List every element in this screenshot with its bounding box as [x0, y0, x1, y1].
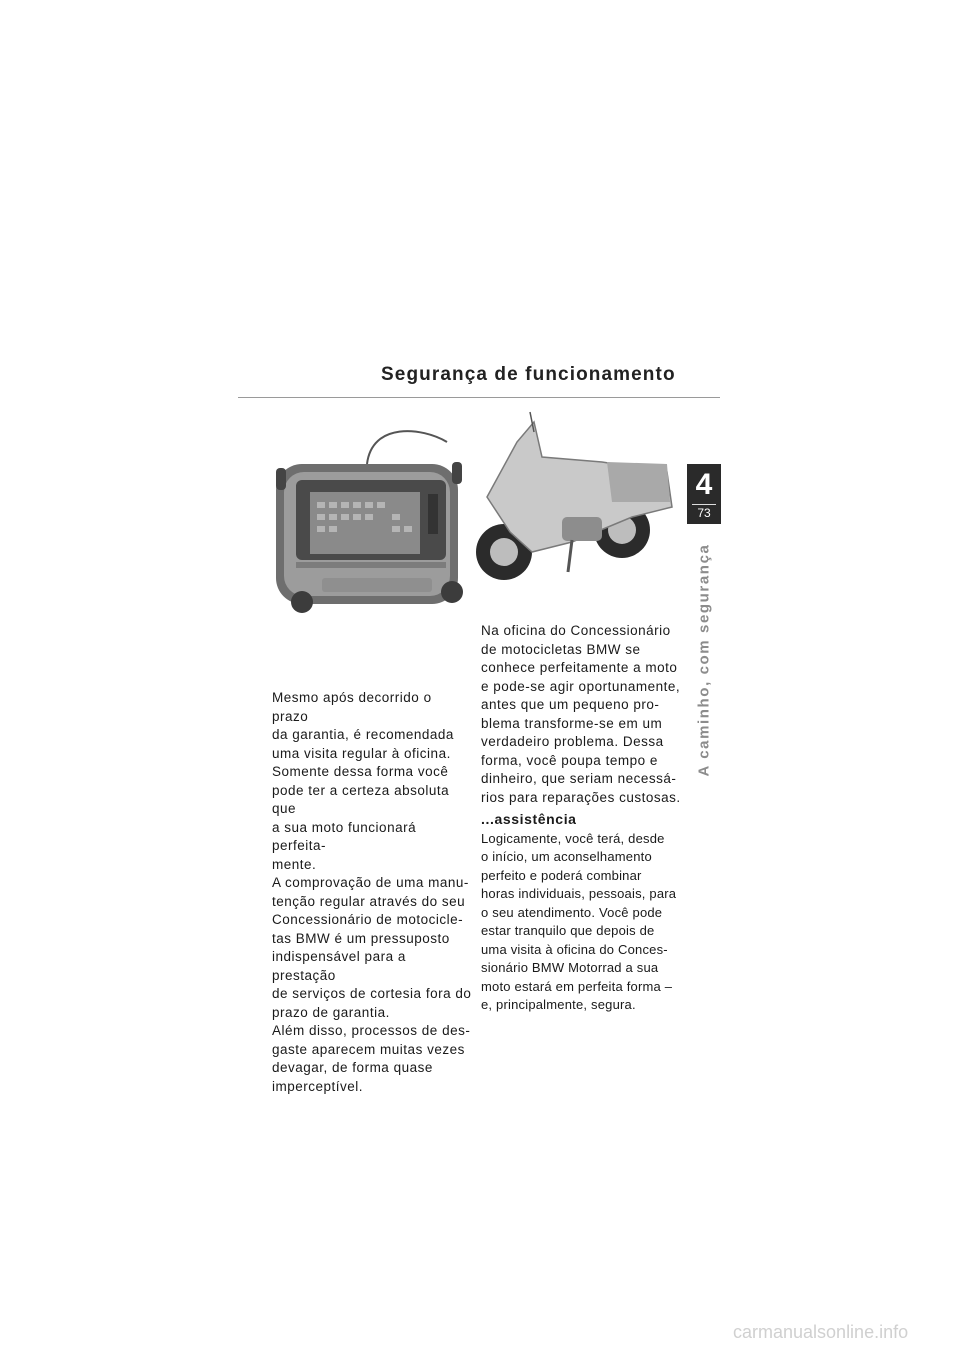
paragraph-warranty: Mesmo após decorrido o prazo da garantia, é recomendada uma visita regular à oficina. Somente dessa forma você pode ter a certeza absoluta que a sua moto funcionará perfeita- mente. A comprovação de uma manu- tenção regular através do seu Concessionário de motocicle- tas BMW é um pressuposto indispensável para a prestação de serviços de cortesia fora do prazo de garantia. Além disso, processos de des- gaste aparecem muitas vezes devagar, de forma quase imperceptível. — [272, 690, 472, 1094]
subheading-assistance: ...assistência — [481, 811, 577, 827]
footer-watermark: carmanualsonline.info — [733, 1322, 909, 1342]
text-column-right-top — [481, 622, 691, 807]
motorcycle-icon — [476, 412, 672, 580]
chapter-divider — [692, 504, 716, 505]
diagnostic-tester-icon — [276, 462, 463, 613]
chapter-side-label: A caminho, com segurança — [695, 543, 713, 777]
header-rule — [238, 397, 720, 398]
text-column-left — [272, 689, 472, 1096]
figure-tester-and-motorcycle — [272, 402, 690, 624]
page-title: Segurança de funcionamento — [381, 364, 676, 385]
page-number: 73 — [697, 506, 711, 520]
tester-cable — [367, 431, 447, 464]
paragraph-assistance: Logicamente, você terá, desde o início, um aconselhamento perfeito e poderá combinar horas individuais, pessoais, para o seu atendimento. Você pode estar tranquilo que depois de uma visita à oficina do Conces- sionário BMW Motorrad a sua moto estará em perfeita forma – e, principalmente, segura. — [481, 830, 677, 1012]
chapter-tab — [687, 464, 721, 524]
chapter-number: 4 — [695, 468, 713, 501]
paragraph-workshop: Na oficina do Concessionário de motocicletas BMW se conhece perfeitamente a moto e pode-se agir oportunamente, antes que um pequeno pro- blema transforme-se em um verdadeiro problema. Dessa forma, você poupa tempo e dinheiro, que seriam necessá- rios para reparações custosas. — [481, 623, 681, 805]
text-column-right-bottom — [481, 810, 691, 1015]
